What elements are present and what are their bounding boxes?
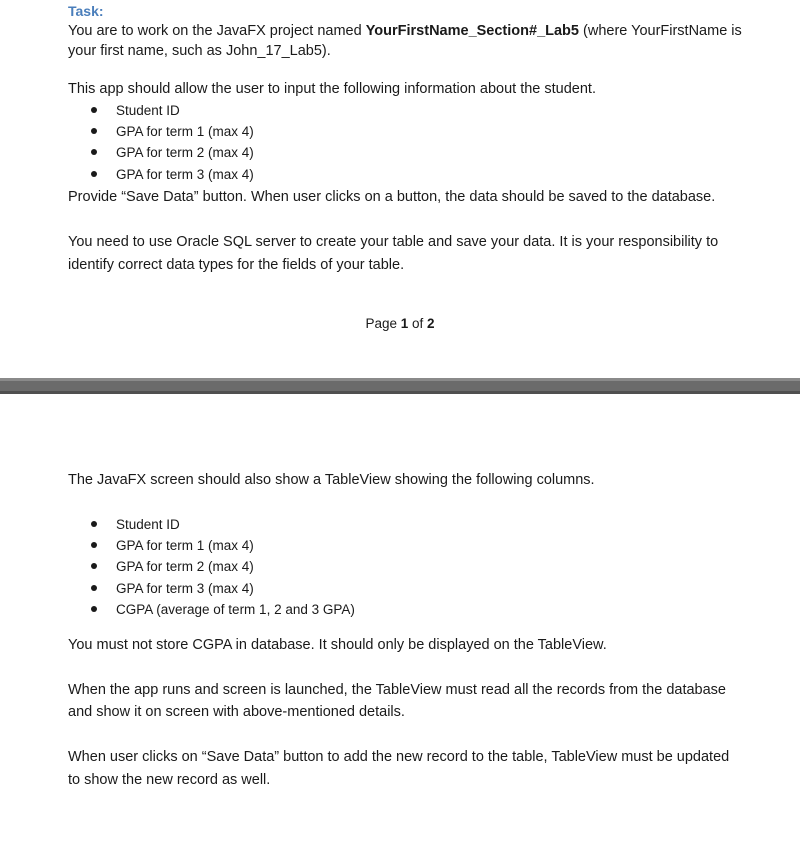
update-line-1: When user clicks on “Save Data” button to add the new record to the table, TableView must be updated [68,749,730,765]
bullet-icon [91,171,97,177]
list-item-label: Student ID [116,103,180,118]
list-item [88,121,254,142]
list-item-label: GPA for term 1 (max 4) [116,124,254,140]
list-item-label: GPA for term 3 (max 4) [116,166,254,182]
task-heading: Task: [68,3,104,19]
bullet-icon [91,542,97,548]
page-number-current: 1 [400,316,409,331]
page-number-prefix: Page [365,316,401,331]
tableview-columns-list [88,514,355,620]
document-page-1 [0,0,800,378]
cgpa-note: You must not store CGPA in database. It should only be displayed on the TableView. [68,637,607,653]
list-item-label: Student ID [116,517,180,532]
bullet-icon [91,128,97,134]
project-name: YourFirstName_Section#_Lab5 [365,23,579,39]
intro-line-2: your first name, such as John_17_Lab5). [68,43,331,59]
bullet-icon [91,107,97,113]
list-item [88,535,355,556]
bullet-icon [91,585,97,591]
page-separator [0,378,800,394]
list-item-label: CGPA (average of term 1, 2 and 3 GPA) [116,601,355,617]
list-item [88,142,254,163]
list-item [88,514,355,535]
list-item [88,578,355,599]
bullet-icon [91,563,97,569]
list-item [88,100,254,121]
list-item [88,556,355,577]
intro-line-1-pre: You are to work on the JavaFX project named [68,23,366,39]
list-item [88,164,254,185]
bullet-icon [91,149,97,155]
oracle-line-1: You need to use Oracle SQL server to create your table and save your data. It is your responsibility to [68,234,719,250]
launch-line-2: and show it on screen with above-mentioned details. [68,704,405,720]
bullet-icon [91,606,97,612]
page-number-total: 2 [427,316,435,331]
update-line-2: to show the new record as well. [68,772,271,788]
oracle-line-2: identify correct data types for the fields of your table. [68,257,405,273]
list-item-label: GPA for term 2 (max 4) [116,145,254,161]
document-page-2 [0,394,800,841]
list-item [88,599,355,620]
save-data-text: Provide “Save Data” button. When user clicks on a button, the data should be saved to the database. [68,189,716,205]
list-item-label: GPA for term 3 (max 4) [116,580,254,596]
bullet-icon [91,521,97,527]
page-separator-edge-top [0,378,800,381]
input-fields-list [88,100,254,185]
list-item-label: GPA for term 1 (max 4) [116,538,254,554]
input-intro: This app should allow the user to input the following information about the student. [68,81,596,97]
page-number-middle: of [408,316,428,331]
tableview-intro: The JavaFX screen should also show a TableView showing the following columns. [68,472,595,488]
intro-line-1 [68,20,742,42]
launch-line-1: When the app runs and screen is launched, the TableView must read all the records from the database [68,682,726,698]
list-item-label: GPA for term 2 (max 4) [116,559,254,575]
intro-line-1-post: (where YourFirstName is [578,23,742,39]
page-number [0,314,800,334]
